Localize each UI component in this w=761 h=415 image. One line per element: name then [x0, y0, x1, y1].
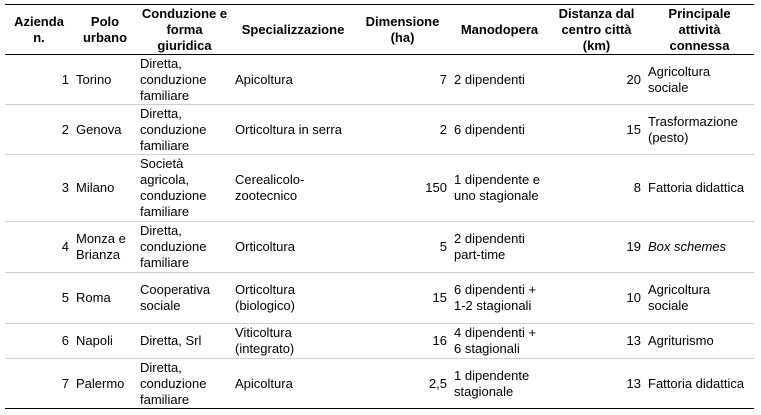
cell-distanza: 19 — [626, 239, 641, 254]
cell-specializzazione: Viticoltura (integrato) — [235, 325, 295, 356]
header-specializzazione: Specializzazione — [241, 21, 345, 37]
cell-dimensione: 15 — [432, 290, 447, 305]
header-azienda: Azienda n. — [14, 13, 64, 45]
table-row — [5, 324, 754, 359]
cell-polo: Milano — [76, 180, 115, 195]
table-row — [5, 55, 754, 105]
cell-manodopera: 6 dipendenti — [454, 121, 525, 137]
cell-polo: Napoli — [76, 333, 113, 348]
cell-distanza: 15 — [626, 121, 641, 137]
cell-specializzazione: Apicoltura — [235, 375, 293, 391]
table-row — [5, 222, 754, 273]
cell-polo: Torino — [76, 71, 112, 87]
table-header — [5, 5, 754, 55]
cell-attivita: Fattoria didattica — [648, 180, 745, 195]
header-dimensione: Dimensione (ha) — [365, 13, 440, 45]
cell-dimensione: 7 — [439, 71, 447, 87]
cell-distanza: 8 — [633, 180, 641, 195]
cell-distanza: 13 — [626, 375, 641, 391]
cell-specializzazione: Orticoltura (biologico) — [235, 282, 295, 313]
table-row — [5, 105, 754, 155]
cell-dimensione: 150 — [425, 180, 447, 195]
cell-azienda: 4 — [61, 239, 69, 254]
cell-attivita: Agriturismo — [648, 333, 714, 348]
cell-polo: Palermo — [76, 375, 125, 391]
cell-conduzione: Cooperativa sociale — [140, 282, 211, 313]
cell-manodopera: 6 dipendenti + 1-2 stagionali — [454, 282, 537, 313]
cell-azienda: 1 — [61, 71, 69, 87]
cell-polo: Roma — [76, 290, 111, 305]
cell-specializzazione: Orticoltura in serra — [235, 121, 342, 137]
cell-distanza: 10 — [626, 290, 641, 305]
table-body — [5, 55, 754, 409]
cell-manodopera: 1 dipendente stagionale — [454, 367, 530, 399]
cell-specializzazione: Cerealicolo-zootecnico — [235, 172, 305, 203]
cell-polo: Monza e Brianza — [76, 231, 126, 262]
cell-manodopera: 2 dipendenti part-time — [454, 231, 525, 262]
cell-manodopera: 2 dipendenti — [454, 71, 525, 87]
cell-dimensione: 2 — [439, 121, 447, 137]
header-manodopera: Manodopera — [460, 21, 539, 37]
cell-conduzione: Società agricola, conduzione familiare — [140, 156, 207, 219]
cell-manodopera: 1 dipendente e uno stagionale — [454, 172, 541, 203]
farm-table — [5, 4, 754, 409]
header-attivita: Principale attività connessa — [668, 5, 731, 53]
cell-specializzazione: Apicoltura — [235, 71, 293, 87]
table-row — [5, 273, 754, 324]
cell-azienda: 7 — [61, 375, 69, 391]
cell-attivita: Agricoltura sociale — [648, 63, 711, 95]
table-row — [5, 359, 754, 409]
cell-conduzione: Diretta, conduzione familiare — [140, 223, 207, 270]
cell-azienda: 5 — [61, 290, 69, 305]
cell-azienda: 6 — [61, 333, 69, 348]
cell-dimensione: 5 — [439, 239, 447, 254]
table-row — [5, 155, 754, 222]
cell-conduzione: Diretta, conduzione familiare — [140, 105, 207, 153]
cell-conduzione: Diretta, conduzione familiare — [140, 359, 207, 407]
header-conduzione: Conduzione e forma giuridica — [141, 5, 228, 53]
cell-attivita: Trasformazione (pesto) — [648, 113, 738, 145]
header-polo: Polo urbano — [82, 13, 128, 45]
cell-attivita: Fattoria didattica — [648, 375, 745, 391]
cell-dimensione: 2,5 — [428, 375, 447, 391]
header-distanza: Distanza dal centro città (km) — [558, 5, 635, 53]
cell-conduzione: Diretta, conduzione familiare — [140, 55, 207, 103]
cell-polo: Genova — [76, 121, 122, 137]
cell-dimensione: 16 — [432, 333, 447, 348]
cell-azienda: 3 — [61, 180, 69, 195]
header-row — [5, 5, 754, 55]
cell-attivita: Agricoltura sociale — [648, 282, 711, 313]
cell-distanza: 20 — [626, 71, 641, 87]
cell-conduzione: Diretta, Srl — [140, 333, 202, 348]
cell-distanza: 13 — [626, 333, 641, 348]
cell-specializzazione: Orticoltura — [235, 239, 295, 254]
cell-attivita: Box schemes — [648, 239, 727, 254]
cell-manodopera: 4 dipendenti + 6 stagionali — [454, 325, 537, 356]
cell-azienda: 2 — [61, 121, 69, 137]
